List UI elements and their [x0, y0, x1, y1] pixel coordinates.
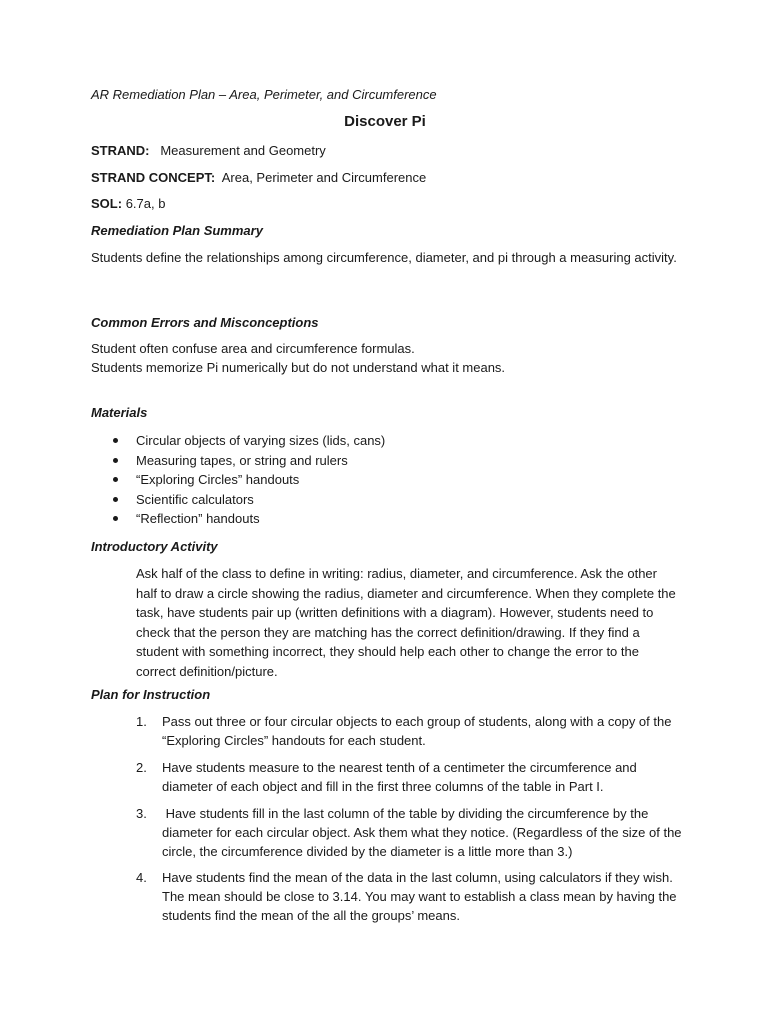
- bullet-icon: [113, 458, 118, 463]
- bullet-icon: [113, 438, 118, 443]
- intro-heading: Introductory Activity: [91, 539, 218, 554]
- materials-list: [113, 431, 385, 529]
- errors-line-1: Student often confuse area and circumference formulas.: [91, 341, 415, 356]
- document-subtitle: AR Remediation Plan – Area, Perimeter, and Circumference: [91, 87, 437, 102]
- bullet-icon: [113, 497, 118, 502]
- sol-line: [91, 194, 165, 213]
- errors-heading: Common Errors and Misconceptions: [91, 315, 319, 330]
- strand-label: STRAND:: [91, 143, 150, 158]
- list-item-text: “Reflection” handouts: [136, 511, 260, 527]
- strand-concept-label: STRAND CONCEPT:: [91, 170, 216, 185]
- list-item: [113, 490, 385, 510]
- document-title: Discover Pi: [344, 113, 426, 130]
- bullet-icon: [113, 516, 118, 521]
- strand-value: Measurement and Geometry: [160, 143, 326, 158]
- step-text: Pass out three or four circular objects to each group of students, along with a copy of the “Exploring Circles” handouts for each student.: [162, 714, 672, 748]
- step-number: 4.: [136, 870, 147, 885]
- bullet-icon: [113, 477, 118, 482]
- sol-label: SOL:: [91, 196, 123, 211]
- step-number: 1.: [136, 714, 147, 729]
- step-number: 2.: [136, 760, 147, 775]
- strand-concept-line: [91, 168, 426, 187]
- errors-line-2: Students memorize Pi numerically but do not understand what it means.: [91, 360, 506, 375]
- list-item: [113, 509, 385, 529]
- step-text: Have students find the mean of the data in the last column, using calculators if they wish. The mean should be close to 3.14. You may want to establish a class mean by having the students find the mean of the all the groups’ means.: [162, 870, 677, 923]
- plan-step-3: [136, 804, 684, 861]
- intro-text: Ask half of the class to define in writing: radius, diameter, and circumference. Ask the other half to draw a circle showing the radius, diameter and circumference. When they complete the task, have students pair up (written definitions with a diagram). However, students need to check that the person they are matching has the correct definition/drawing. If they find a student with something incorrect, they should help each other to change the error to the correct definition/picture.: [136, 566, 676, 679]
- step-text: Have students measure to the nearest tenth of a centimeter the circumference and diameter of each object and fill in the first three columns of the table in Part I.: [162, 760, 637, 794]
- summary-text: Students define the relationships among circumference, diameter, and pi through a measuring activity.: [91, 250, 677, 265]
- list-item: [113, 451, 385, 471]
- sol-value: 6.7a, b: [125, 196, 166, 211]
- summary-heading: Remediation Plan Summary: [91, 223, 263, 238]
- list-item-text: Circular objects of varying sizes (lids, cans): [136, 433, 386, 448]
- materials-heading: Materials: [91, 405, 148, 420]
- list-item-text: Scientific calculators: [136, 491, 254, 507]
- step-number: 3.: [136, 806, 147, 821]
- list-item-text: Measuring tapes, or string and rulers: [136, 452, 348, 468]
- list-item-text: “Exploring Circles” handouts: [136, 472, 300, 488]
- plan-step-4: [136, 868, 684, 925]
- plan-step-1: [136, 712, 684, 750]
- strand-line: [91, 141, 326, 160]
- plan-heading: Plan for Instruction: [91, 687, 211, 702]
- step-text: Have students fill in the last column of the table by dividing the circumference by the diameter for each circular object. Ask them what they notice. (Regardless of the size of the circle, the circumference divided by the diameter is a little more than 3.): [162, 806, 686, 859]
- strand-concept-value: Area, Perimeter and Circumference: [221, 170, 427, 185]
- plan-step-2: [136, 758, 684, 796]
- list-item: [113, 431, 385, 451]
- list-item: [113, 470, 385, 490]
